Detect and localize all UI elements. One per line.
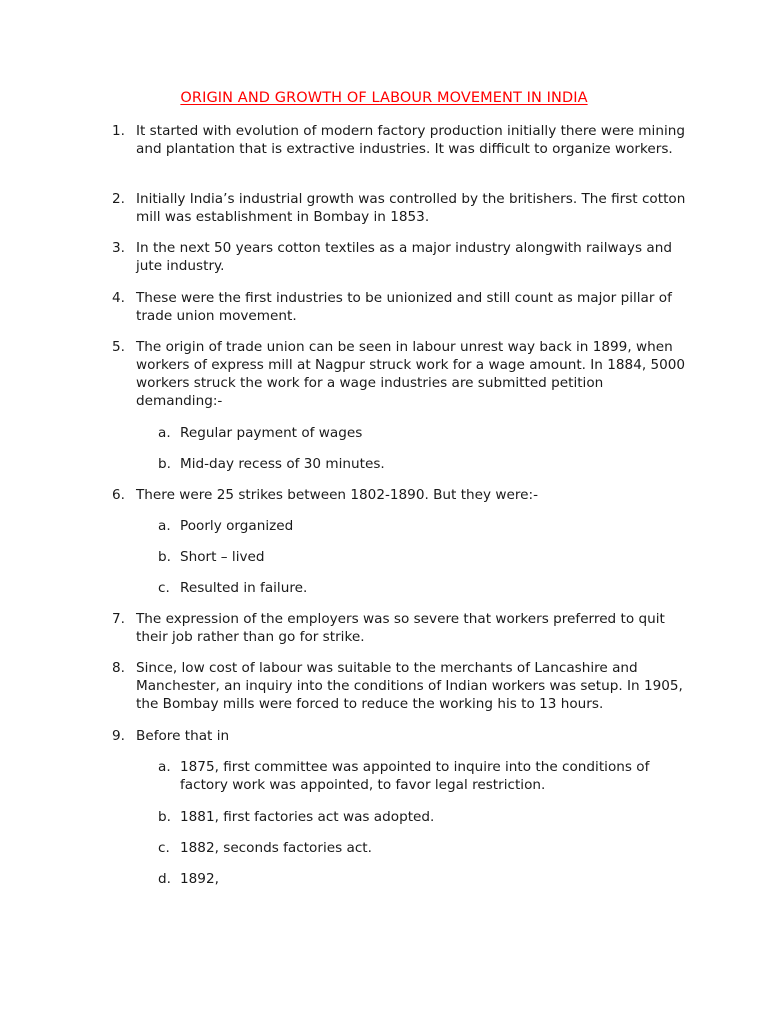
- sub-list-item: [158, 758, 678, 794]
- sub-list-text: Regular payment of wages: [180, 425, 363, 441]
- list-text: Before that in: [136, 728, 230, 744]
- list-text: There were 25 strikes between 1802-1890. But they were:-: [136, 487, 538, 503]
- list-number: 5.: [112, 339, 125, 355]
- list-text: The expression of the employers was so severe that workers preferred to quit their job rather than go for strike.: [136, 611, 665, 645]
- list-item: [112, 486, 692, 504]
- document-title: ORIGIN AND GROWTH OF LABOUR MOVEMENT IN INDIA: [180, 90, 588, 106]
- list-item: [112, 122, 692, 158]
- list-text: In the next 50 years cotton textiles as a major industry alongwith railways and jute industry.: [136, 240, 672, 274]
- list-number: 6.: [112, 487, 125, 503]
- sub-list-item: [158, 870, 678, 888]
- sub-list-text: Resulted in failure.: [180, 580, 308, 596]
- list-number: 3.: [112, 240, 125, 256]
- sub-list-text: 1882, seconds factories act.: [180, 840, 372, 856]
- sub-list-text: 1881, first factories act was adopted.: [180, 809, 435, 825]
- list-item: [112, 610, 692, 646]
- list-item: [112, 338, 692, 410]
- sub-list-item: [158, 424, 678, 442]
- sub-list-letter: c.: [158, 840, 170, 856]
- list-number: 1.: [112, 123, 125, 139]
- list-number: 8.: [112, 660, 125, 676]
- sub-list-letter: b.: [158, 549, 171, 565]
- sub-list-text: 1875, first committee was appointed to inquire into the conditions of factory work was appointed, to favor legal restriction.: [180, 759, 650, 793]
- list-number: 4.: [112, 290, 125, 306]
- list-text: It started with evolution of modern factory production initially there were mining and plantation that is extractive industries. It was difficult to organize workers.: [136, 123, 685, 157]
- sub-list-letter: c.: [158, 580, 170, 596]
- sub-list-text: Short – lived: [180, 549, 265, 565]
- list-item: [112, 727, 692, 745]
- sub-list-item: [158, 808, 678, 826]
- sub-list-item: [158, 579, 678, 597]
- list-item: [112, 190, 692, 226]
- list-number: 9.: [112, 728, 125, 744]
- sub-list-letter: a.: [158, 759, 171, 775]
- list-text: Since, low cost of labour was suitable to the merchants of Lancashire and Manchester, an inquiry into the conditions of Indian workers was setup. In 1905, the Bombay mills were forced to reduce the working his to 13 hours.: [136, 660, 683, 712]
- sub-list-item: [158, 455, 678, 473]
- sub-list-letter: a.: [158, 518, 171, 534]
- list-number: 2.: [112, 191, 125, 207]
- list-item: [112, 659, 692, 713]
- sub-list-item: [158, 548, 678, 566]
- sub-list-item: [158, 517, 678, 535]
- list-item: [112, 239, 692, 275]
- list-text: Initially India’s industrial growth was controlled by the britishers. The first cotton mill was establishment in Bombay in 1853.: [136, 191, 686, 225]
- sub-list-letter: b.: [158, 456, 171, 472]
- list-text: The origin of trade union can be seen in labour unrest way back in 1899, when workers of express mill at Nagpur struck work for a wage amount. In 1884, 5000 workers struck the work for a wage industries are submitted petition demanding:-: [136, 339, 686, 409]
- sub-list-letter: d.: [158, 871, 171, 887]
- list-item: [112, 289, 692, 325]
- sub-list-letter: a.: [158, 425, 171, 441]
- sub-list-item: [158, 839, 678, 857]
- sub-list-text: 1892,: [180, 871, 219, 887]
- sub-list-letter: b.: [158, 809, 171, 825]
- sub-list-text: Mid-day recess of 30 minutes.: [180, 456, 385, 472]
- list-number: 7.: [112, 611, 125, 627]
- list-text: These were the first industries to be unionized and still count as major pillar of trade union movement.: [136, 290, 672, 324]
- sub-list-text: Poorly organized: [180, 518, 294, 534]
